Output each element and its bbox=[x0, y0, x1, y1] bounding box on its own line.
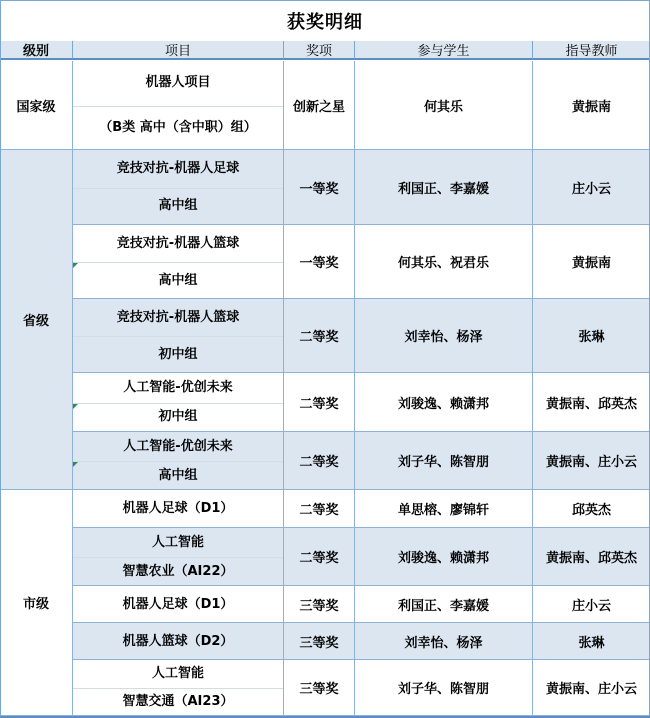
project-divider bbox=[73, 688, 283, 689]
project-group: 初中组 bbox=[158, 409, 198, 424]
award-cell: 二等奖 bbox=[284, 299, 355, 373]
project-cell bbox=[73, 623, 284, 660]
level-provincial: 省级 bbox=[0, 150, 73, 490]
project-cell bbox=[73, 61, 284, 150]
teacher-cell: 黄振南、庄小云 bbox=[533, 660, 650, 716]
project-name: 人工智能-优创未来 bbox=[123, 380, 233, 395]
level-city: 市级 bbox=[0, 490, 73, 716]
project-group: 智慧交通（AI23） bbox=[122, 694, 234, 709]
header-students: 参与学生 bbox=[355, 41, 533, 60]
project-group: 高中组 bbox=[158, 468, 198, 483]
project-name: 人工智能 bbox=[151, 535, 204, 550]
project-divider bbox=[73, 403, 283, 404]
project-cell bbox=[73, 225, 284, 299]
project-name: 人工智能-优创未来 bbox=[123, 439, 233, 454]
award-cell: 三等奖 bbox=[284, 623, 355, 660]
teacher-cell: 黄振南、庄小云 bbox=[533, 432, 650, 490]
project-name: 机器人足球（D1） bbox=[122, 597, 234, 612]
project-cell bbox=[73, 660, 284, 716]
award-cell: 一等奖 bbox=[284, 225, 355, 299]
teacher-cell: 张琳 bbox=[533, 623, 650, 660]
award-cell: 三等奖 bbox=[284, 586, 355, 623]
students-cell: 刘幸怡、杨泽 bbox=[355, 299, 533, 373]
project-cell bbox=[73, 490, 284, 528]
project-divider bbox=[73, 461, 283, 462]
cell-note-marker-icon bbox=[73, 404, 78, 409]
project-divider bbox=[73, 188, 283, 189]
project-divider bbox=[73, 557, 283, 558]
award-cell: 二等奖 bbox=[284, 490, 355, 528]
project-divider bbox=[73, 336, 283, 337]
cell-note-marker-icon bbox=[73, 462, 78, 467]
students-cell: 利国正、李嘉媛 bbox=[355, 150, 533, 225]
students-cell: 单思榕、廖锦轩 bbox=[355, 490, 533, 528]
project-name: 机器人足球（D1） bbox=[122, 501, 234, 516]
award-cell: 创新之星 bbox=[284, 61, 355, 150]
award-cell: 二等奖 bbox=[284, 432, 355, 490]
students-cell: 何其乐 bbox=[355, 61, 533, 150]
project-cell bbox=[73, 586, 284, 623]
project-cell bbox=[73, 432, 284, 490]
project-group: （B类 高中（含中职）组） bbox=[99, 120, 257, 135]
project-name: 竞技对抗-机器人篮球 bbox=[116, 310, 240, 325]
project-cell bbox=[73, 528, 284, 586]
project-divider bbox=[73, 106, 283, 107]
header-teacher: 指导教师 bbox=[533, 41, 650, 60]
project-name: 竞技对抗-机器人足球 bbox=[116, 161, 240, 176]
project-group: 高中组 bbox=[158, 273, 198, 288]
award-cell: 二等奖 bbox=[284, 373, 355, 432]
project-name: 竞技对抗-机器人篮球 bbox=[116, 236, 240, 251]
sheet-title: 获奖明细 bbox=[0, 0, 650, 43]
students-cell: 利国正、李嘉媛 bbox=[355, 586, 533, 623]
teacher-cell: 黄振南 bbox=[533, 225, 650, 299]
students-cell: 何其乐、祝君乐 bbox=[355, 225, 533, 299]
project-cell bbox=[73, 373, 284, 432]
students-cell: 刘幸怡、杨泽 bbox=[355, 623, 533, 660]
project-name: 机器人篮球（D2） bbox=[122, 634, 234, 649]
project-cell bbox=[73, 299, 284, 373]
cell-note-marker-icon bbox=[73, 263, 78, 268]
students-cell: 刘骏逸、赖潇邦 bbox=[355, 528, 533, 586]
teacher-cell: 邱英杰 bbox=[533, 490, 650, 528]
project-group: 高中组 bbox=[158, 198, 198, 213]
table-border-left bbox=[0, 0, 1, 718]
header-level: 级别 bbox=[0, 41, 73, 60]
teacher-cell: 黄振南、邱英杰 bbox=[533, 373, 650, 432]
students-cell: 刘子华、陈智朋 bbox=[355, 432, 533, 490]
teacher-cell: 庄小云 bbox=[533, 586, 650, 623]
project-name: 机器人项目 bbox=[145, 75, 211, 90]
header-project: 项目 bbox=[73, 41, 284, 60]
award-cell: 一等奖 bbox=[284, 150, 355, 225]
teacher-cell: 张琳 bbox=[533, 299, 650, 373]
students-cell: 刘子华、陈智朋 bbox=[355, 660, 533, 716]
award-cell: 二等奖 bbox=[284, 528, 355, 586]
students-cell: 刘骏逸、赖潇邦 bbox=[355, 373, 533, 432]
header-award: 奖项 bbox=[284, 41, 355, 60]
project-name: 人工智能 bbox=[151, 666, 204, 681]
teacher-cell: 黄振南 bbox=[533, 61, 650, 150]
award-cell: 三等奖 bbox=[284, 660, 355, 716]
teacher-cell: 庄小云 bbox=[533, 150, 650, 225]
project-cell bbox=[73, 150, 284, 225]
project-group: 初中组 bbox=[158, 347, 198, 362]
project-divider bbox=[73, 262, 283, 263]
teacher-cell: 黄振南、邱英杰 bbox=[533, 528, 650, 586]
level-national: 国家级 bbox=[0, 61, 73, 150]
project-group: 智慧农业（AI22） bbox=[122, 564, 234, 579]
